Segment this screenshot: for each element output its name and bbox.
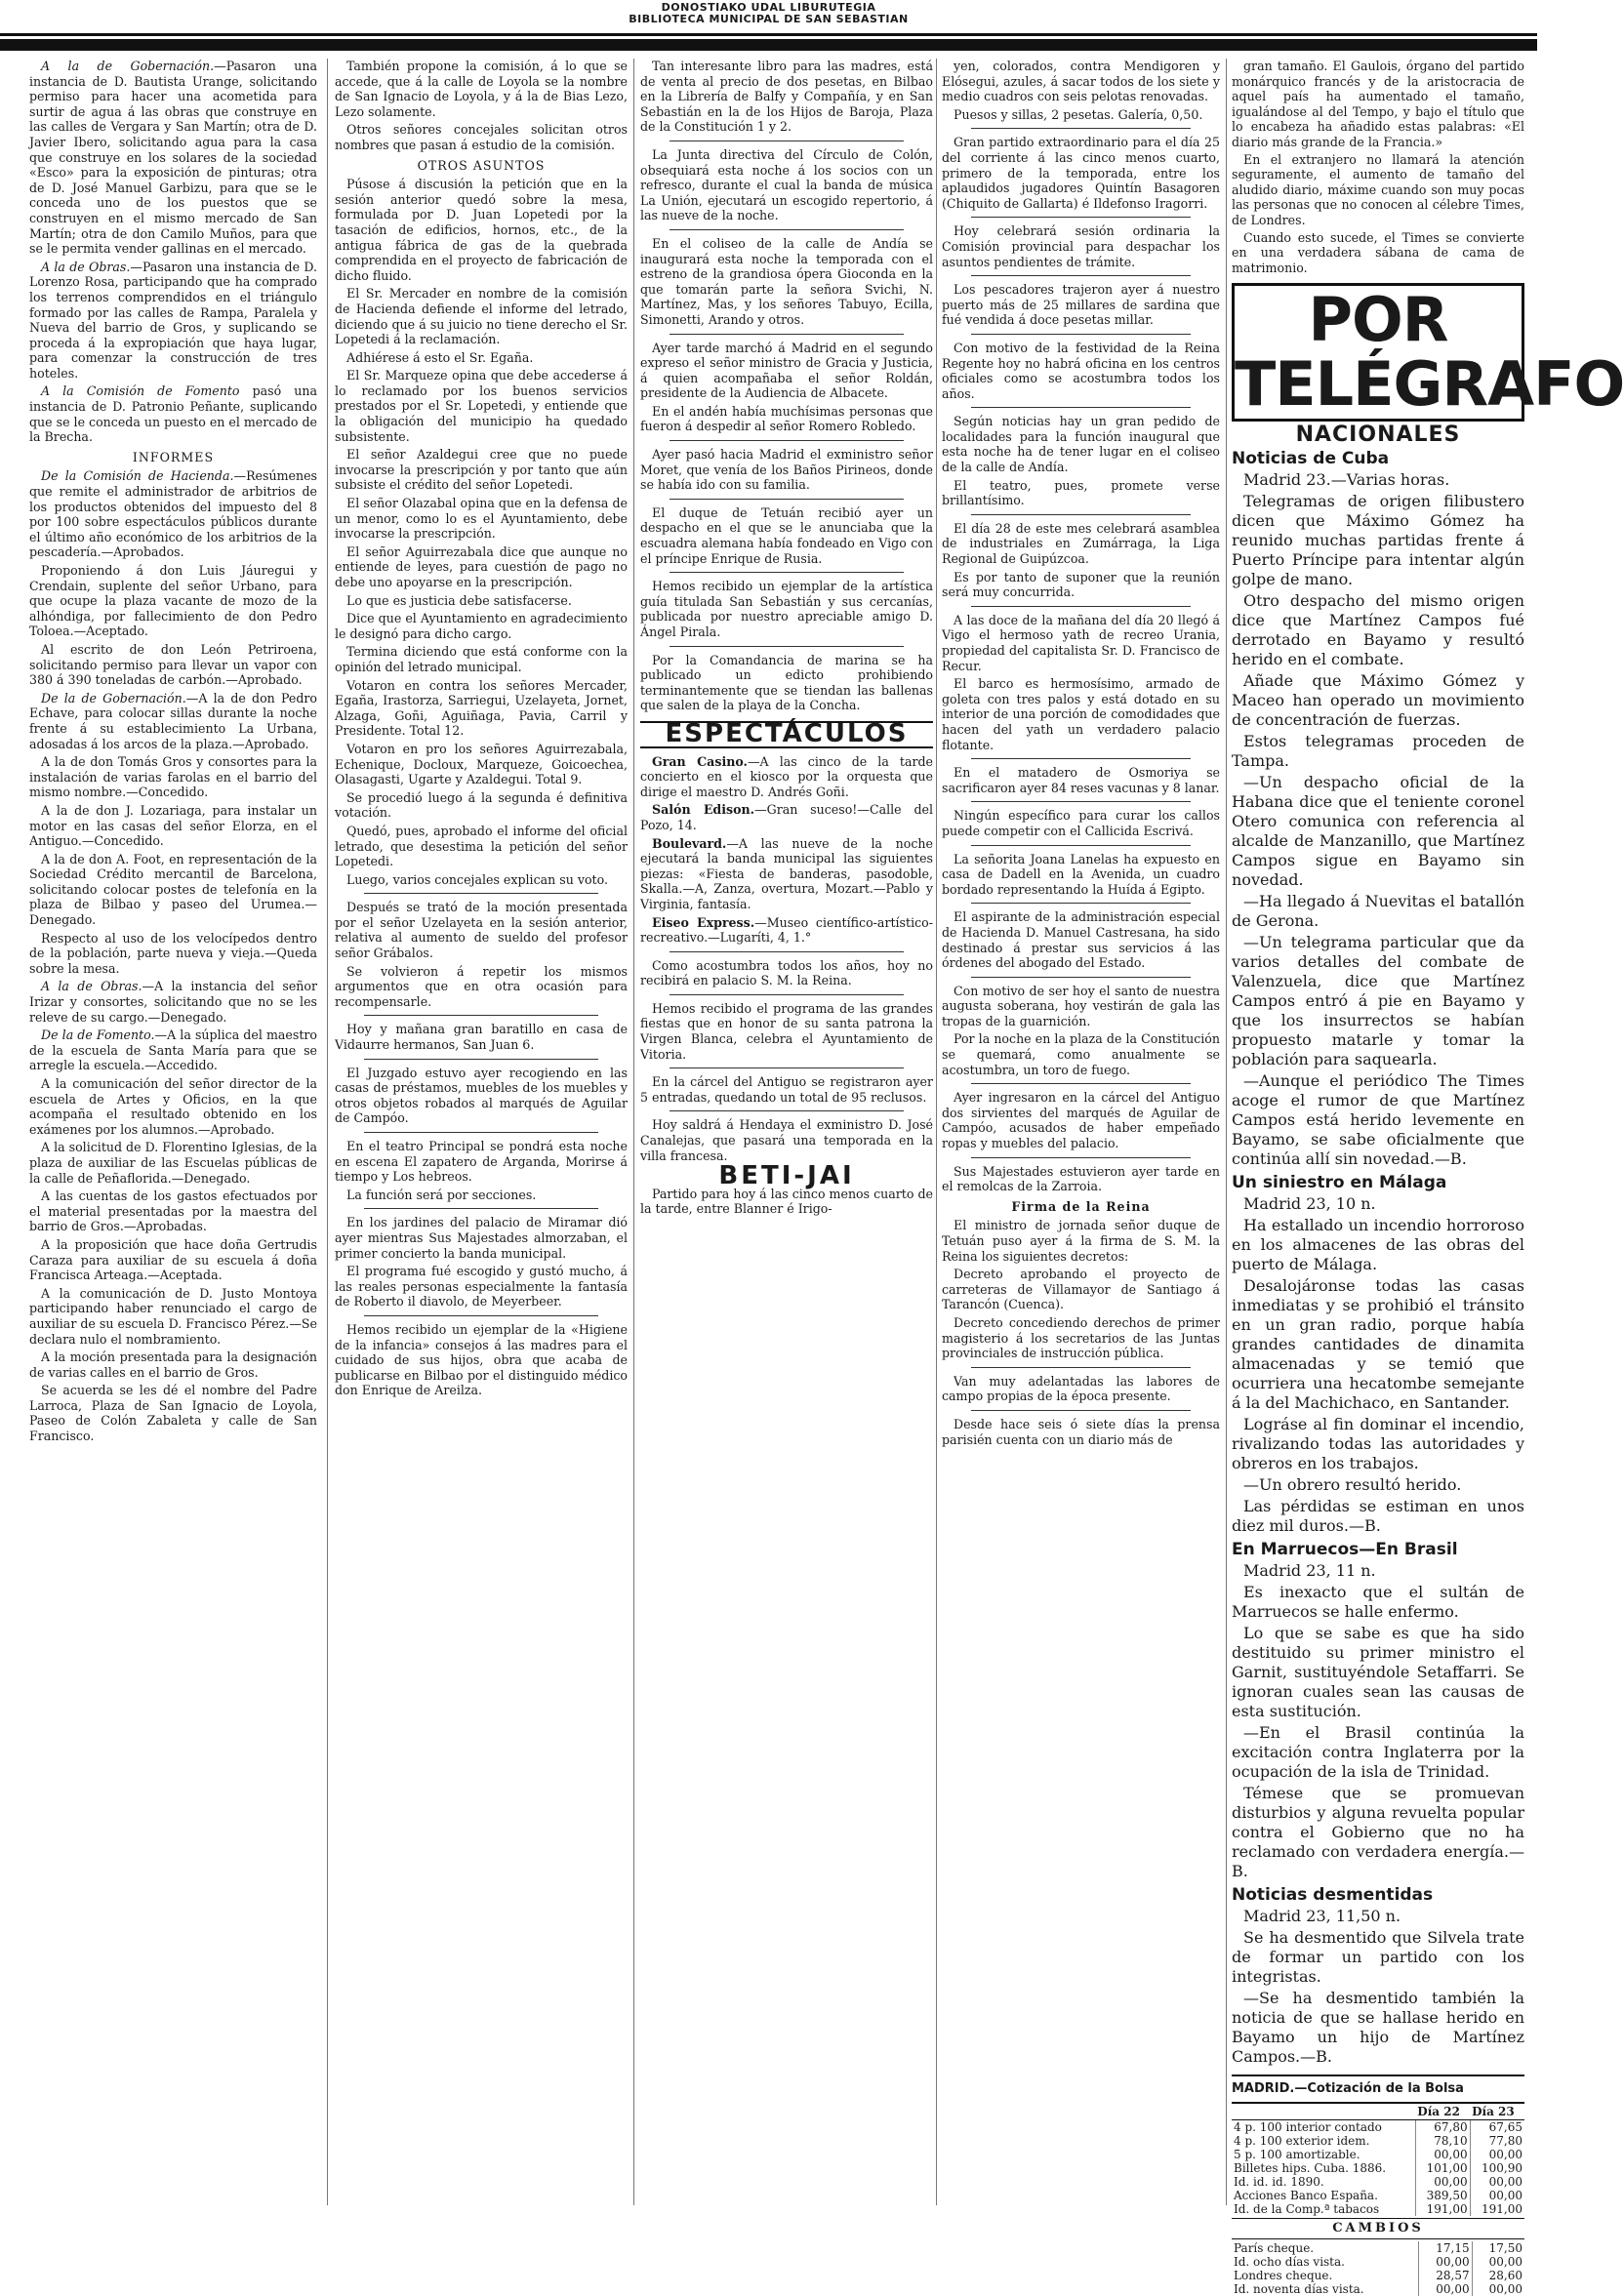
section-heading-informes: INFORMES xyxy=(132,449,215,464)
cambios-heading: CAMBIOS xyxy=(1232,2218,1524,2239)
cambios-table xyxy=(1232,2241,1524,2296)
column-2 xyxy=(335,59,628,2215)
paragraph: A la de don Tomás Gros y consortes para la instalación de varias farolas en el barrio del mismo nombre.—Concedido. xyxy=(29,754,317,800)
paragraph: Adhiérese á esto el Sr. Egaña. xyxy=(346,349,534,365)
table-cell: 00,00 xyxy=(1415,2175,1470,2189)
section-heading-otros-asuntos: OTROS ASUNTOS xyxy=(417,157,546,173)
paragraph: Se ha desmentido que Silvela trate de formar un partido con los integristas. xyxy=(1232,1928,1524,1987)
separator xyxy=(971,275,1191,276)
paragraph: Las pérdidas se estiman en unos diez mil duros.—B. xyxy=(1232,1497,1524,1536)
paragraph: El señor Olazabal opina que en la defensa de un menor, como lo es el Ayuntamiento, debe invocarse la prescripción. xyxy=(335,496,628,542)
paragraph: Hoy celebrará sesión ordinaria la Comisión provincial para despachar los asuntos pendientes de trámite. xyxy=(942,223,1220,269)
paragraph: Quedó, pues, aprobado el informe del oficial letrado, que desestima la petición del señor Lopetedi. xyxy=(335,823,628,869)
paragraph: En el extranjero no llamará la atención seguramente, el aumento de tamaño del aludido diario, máxime cuando son muy pocas las personas que no conocen al célebre Times, de Londres. xyxy=(1232,151,1524,227)
paragraph: A la moción presentada para la designación de varias calles en el barrio de Gros. xyxy=(29,1349,317,1380)
headline-malaga: Un siniestro en Málaga xyxy=(1232,1173,1447,1193)
paragraph: A la proposición que hace doña Gertrudis Caraza para auxiliar de su escuela á doña Francisca Arteaga.—Aceptada. xyxy=(29,1236,317,1283)
paragraph: Lo que se sabe es que ha sido destituido su primer ministro el Garnit, sustituyéndole Setaffarri. Se ignoran cuales sean las causas de esta sustitución. xyxy=(1232,1624,1524,1721)
paragraph: Hemos recibido un ejemplar de la «Higiene de la infancia» consejos á las madres para el cuidado de sus hijos, obra que acaba de publicarse en Bilbao por el distinguido médico don Enrique de Areilza. xyxy=(335,1321,628,1398)
paragraph: En el teatro Principal se pondrá esta noche en escena El zapatero de Arganda, Morirse á tiempo y Los hebreos. xyxy=(335,1139,628,1185)
table-cell: 00,00 xyxy=(1419,2282,1473,2296)
paragraph: Témese que se promuevan disturbios y alguna revuelta popular contra el Gobierno que no ha reclamado con verdadera energía.—B. xyxy=(1232,1784,1524,1881)
separator xyxy=(971,1157,1191,1158)
paragraph: En la cárcel del Antiguo se registraron ayer 5 entradas, quedando un total de 95 reclusos. xyxy=(640,1074,933,1105)
separator xyxy=(971,407,1191,408)
separator xyxy=(670,334,904,335)
paragraph: La señorita Joana Lanelas ha expuesto en casa de Dadell en la Avenida, un cuadro bordado representando la Huída á Egipto. xyxy=(942,851,1220,897)
table-cell: 100,90 xyxy=(1470,2161,1524,2175)
paragraph: —Un telegrama particular que da varios detalles del combate de Valenzuela, dice que Martínez Campos entró á pie en Bayamo y que los insurrectos se habían propuesto matarle y tomar la población para saquearla. xyxy=(1232,933,1524,1069)
table-cell: 00,00 xyxy=(1470,2189,1524,2202)
paragraph: El teatro, pues, promete verse brillantísimo. xyxy=(942,477,1220,508)
separator xyxy=(364,893,598,894)
paragraph: Los pescadores trajeron ayer á nuestro puerto más de 25 millares de sardina que fué vendida á doce pesetas millar. xyxy=(942,282,1220,328)
paragraph: Por la Comandancia de marina se ha publicado un edicto prohibiendo terminantemente que se tiendan las ballenas que salen de la playa de la Concha. xyxy=(640,652,933,713)
separator xyxy=(971,334,1191,335)
table-row xyxy=(1232,2241,1524,2255)
paragraph: Hoy y mañana gran baratillo en casa de Vidaurre hermanos, San Juan 6. xyxy=(335,1022,628,1053)
table-row xyxy=(1232,2148,1524,2161)
table-cell: Id. id. id. 1890. xyxy=(1234,2175,1324,2190)
table-row xyxy=(1232,2134,1524,2148)
stamp-line-1: DONOSTIAKO UDAL LIBURUTEGIA xyxy=(661,1,876,14)
paragraph: —En el Brasil continúa la excitación contra Inglaterra por la ocupación de la isla de Trinidad. xyxy=(1232,1723,1524,1782)
separator xyxy=(670,994,904,995)
separator xyxy=(670,499,904,500)
paragraph: —Ha llegado á Nuevitas el batallón de Gerona. xyxy=(1232,892,1524,931)
paragraph: Por la noche en la plaza de la Constitución se quemará, como anualmente se acostumbra, un toro de fuego. xyxy=(942,1031,1220,1077)
table-cell: 4 p. 100 interior contado xyxy=(1234,2120,1382,2135)
dateline: Madrid 23, 11 n. xyxy=(1243,1561,1376,1581)
paragraph: Cuando esto sucede, el Times se convierte en una verdadera sábana de cama de matrimonio. xyxy=(1232,229,1524,275)
paragraph: Se acuerda se les dé el nombre del Padre Larroca, Plaza de San Ignacio de Loyola, Paseo de Colón Zabaleta y calle de San Francisco. xyxy=(29,1383,317,1444)
paragraph: —Un despacho oficial de la Habana dice que el teniente coronel Otero comunica con referencia al alcalde de Manzanillo, que Martínez Campos sigue en Bayamo sin novedad. xyxy=(1232,773,1524,890)
column-5 xyxy=(1232,59,1624,2296)
paragraph: Es por tanto de suponer que la reunión será muy concurrida. xyxy=(942,569,1220,600)
paragraph: El duque de Tetuán recibió ayer un despacho en el que se le anunciaba que la escuadra alemana había fondeado en Vigo con el príncipe Enrique de Rusia. xyxy=(640,504,933,566)
bolsa-header-cell: Día 23 xyxy=(1470,2104,1524,2120)
table-cell: Acciones Banco España. xyxy=(1234,2189,1378,2203)
paragraph: Luego, varios concejales explican su voto. xyxy=(346,871,608,887)
table-cell: 28,60 xyxy=(1472,2269,1524,2282)
paragraph: A las cuentas de los gastos efectuados por el material presentadas por la maestra del barrio de Gros.—Aprobadas. xyxy=(29,1188,317,1234)
column-divider xyxy=(633,59,634,2205)
table-row xyxy=(1232,2189,1524,2202)
top-rule xyxy=(0,33,1537,36)
dateline: Madrid 23, 11,50 n. xyxy=(1243,1907,1401,1926)
table-cell: 00,00 xyxy=(1470,2175,1524,2189)
stamp-line-2: BIBLIOTECA MUNICIPAL DE SAN SEBASTIAN xyxy=(629,13,909,25)
separator xyxy=(971,758,1191,759)
paragraph: Hemos recibido el programa de las grandes fiestas que en honor de su santa patrona la Virgen Blanca, celebra el Ayuntamiento de Vitoria. xyxy=(640,1000,933,1062)
separator xyxy=(971,514,1191,515)
table-cell: 17,15 xyxy=(1419,2241,1473,2255)
paragraph: El día 28 de este mes celebrará asamblea de industriales en Zumárraga, la Liga Regional de Guipúzcoa. xyxy=(942,520,1220,567)
paragraph: Ayer ingresaron en la cárcel del Antiguo dos sirvientes del marqués de Aguilar de Campóo, acusados de haber empeñado ropas y muebles del palacio. xyxy=(942,1090,1220,1151)
table-cell: Id. ocho días vista. xyxy=(1234,2255,1345,2270)
paragraph: El señor Aguirrezabala dice que aunque no entiende de leyes, para cuestión de pago no debe uno apoyarse en la prescripción. xyxy=(335,544,628,589)
paragraph: A la de Obras.—A la instancia del señor Irizar y consortes, solicitando que no se les releve de su cargo.—Denegado. xyxy=(29,979,317,1025)
paragraph: De la de Gobernación.—A la de don Pedro Echave, para colocar sillas durante la noche frente á su establecimiento La Urbana, adosadas á los arcos de la plaza.—Aprobado. xyxy=(29,690,317,751)
separator xyxy=(971,801,1191,802)
table-cell: 00,00 xyxy=(1470,2148,1524,2161)
paragraph: Como acostumbra todos los años, hoy no recibirá en palacio S. M. la Reina. xyxy=(640,957,933,988)
listing-gran-casino: Gran Casino.—A las cinco de la tarde concierto en el kiosco por la orquesta que dirige el maestro D. Andrés Goñi. xyxy=(640,753,934,799)
espectaculos-heading: ESPECTÁCULOS xyxy=(640,721,933,748)
paragraph: Desalojáronse todas las casas inmediatas y se prohibió el tránsito en un gran radio, porque había grandes cantidades de dinamita almacenadas y se temió que ocurriera una hecatombe semejante á la del Machichaco, en Santander. xyxy=(1232,1276,1524,1413)
table-row xyxy=(1232,2175,1524,2189)
table-cell: 77,80 xyxy=(1470,2134,1524,2148)
paragraph: Otro despacho del mismo origen dice que Martínez Campos fué derrotado en Bayamo y resultó herido en el combate. xyxy=(1232,591,1524,669)
separator xyxy=(971,977,1191,978)
paragraph: A la Comisión de Fomento pasó una instancia de D. Patronio Peñante, suplicando que se le conceda un puesto en el mercado de la Brecha. xyxy=(29,383,318,445)
column-3 xyxy=(640,59,933,2215)
paragraph: El Sr. Mercader en nombre de la comisión de Hacienda defiende el informe del letrado, diciendo que á su juicio no tiene derecho el Sr. Lopetedi á la reclamación. xyxy=(335,286,628,347)
paragraph: A la de Obras.—Pasaron una instancia de D. Lorenzo Rosa, participando que ha comprado los terrenos comprendidos en el triángulo formado por las calles de Rampa, Paralela y Nueva del barrio de Gros, y suplicando se proceda á la expropiación que haya lugar, para comenzar la construcción de tres hoteles. xyxy=(29,259,317,381)
separator xyxy=(971,1083,1191,1084)
paragraph: Partido para hoy á las cinco menos cuarto de la tarde, entre Blanner é Irigo- xyxy=(640,1186,933,1217)
paragraph: Dice que el Ayuntamiento en agradecimiento le designó para dicho cargo. xyxy=(335,611,628,641)
paragraph: Ningún específico para curar los callos puede competir con el Callicida Escrivá. xyxy=(942,808,1220,838)
paragraph: A la de don J. Lozariaga, para instalar un motor en las casas del señor Elorza, en el Antiguo.—Concedido. xyxy=(29,802,317,849)
paragraph: Respecto al uso de los velocípedos dentro de la población, parte nueva y vieja.—Queda sobre la mesa. xyxy=(29,930,317,976)
library-stamp xyxy=(0,2,1537,25)
por-telegrafo-masthead: POR TELÉGRAFO xyxy=(1232,283,1524,422)
bolsa-header-cell xyxy=(1232,2104,1415,2120)
table-cell: 78,10 xyxy=(1415,2134,1470,2148)
paragraph: La Junta directiva del Círculo de Colón, obsequiará esta noche á los socios con un refresco, durante el cual la banda de música La Unión, ejecutará un escogido repertorio, á las nueve de la noche. xyxy=(640,146,933,223)
paragraph: Con motivo de ser hoy el santo de nuestra augusta soberana, hoy vestirán de gala las tropas de la guarnición. xyxy=(942,983,1220,1028)
paragraph: Hoy saldrá á Hendaya el exministro D. José Canalejas, que pasará una temporada en la villa francesa. xyxy=(640,1117,933,1163)
column-divider xyxy=(327,59,328,2205)
paragraph: Hemos recibido un ejemplar de la artística guía titulada San Sebastián y sus cercanías, publicada por nuestro apreciable amigo D. Ángel Pirala. xyxy=(640,579,933,639)
nacionales-heading: NACIONALES xyxy=(1295,423,1461,448)
paragraph: El señor Azaldegui cree que no puede invocarse la prescripción y por tanto que aún subsiste el crédito del señor Lopetedi. xyxy=(335,447,628,493)
paragraph: yen, colorados, contra Mendigoren y Elósegui, azules, á sacar todos de los siete y medio cuadros con seis pelotas renovadas. xyxy=(942,59,1220,104)
paragraph: Después se trató de la moción presentada por el señor Uzelayeta en la sesión anterior, relativa al aumento de sueldo del profesor señor Grábalos. xyxy=(335,900,628,961)
paragraph: Otros señores concejales solicitan otros nombres que pasan á estudio de la comisión. xyxy=(335,122,628,152)
paragraph: En el andén había muchísimas personas que fueron á despedir al señor Romero Robledo. xyxy=(640,403,933,434)
table-cell: 28,57 xyxy=(1419,2269,1473,2282)
paragraph: Van muy adelantadas las labores de campo propias de la época presente. xyxy=(942,1373,1220,1404)
table-row xyxy=(1232,2269,1524,2282)
separator xyxy=(971,217,1191,218)
paragraph: A la de don A. Foot, en representación de la Sociedad Crédito mercantil de Barcelona, solicitando colocar postes de telefonía en la plaza de Bilbao y paseo del Urumea.—Denegado. xyxy=(29,851,317,928)
table-cell: 67,80 xyxy=(1415,2120,1470,2135)
paragraph: Al escrito de don León Petriroena, solicitando permiso para llevar un vapor con 380 á 390 toneladas de carbón.—Aprobado. xyxy=(29,641,317,688)
paragraph: Termina diciendo que está conforme con la opinión del letrado municipal. xyxy=(335,644,628,674)
paragraph: Añade que Máximo Gómez y Maceo han operado un movimiento de concentración de fuerzas. xyxy=(1232,671,1524,730)
column-4 xyxy=(942,59,1220,2215)
bolsa-heading: MADRID.—Cotización de la Bolsa xyxy=(1232,2074,1524,2104)
table-cell: 00,00 xyxy=(1472,2282,1524,2296)
firma-de-la-reina-heading: Firma de la Reina xyxy=(1011,1198,1151,1214)
paragraph: Es inexacto que el sultán de Marruecos se halle enfermo. xyxy=(1232,1583,1524,1622)
paragraph: El programa fué escogido y gustó mucho, á las reales personas especialmente la fantasía de Roberto il diavolo, de Meyerbeer. xyxy=(335,1264,628,1309)
table-cell: Id. de la Comp.ª tabacos xyxy=(1234,2202,1380,2217)
separator xyxy=(364,1015,598,1016)
paragraph: El Sr. Marqueze opina que debe accederse á lo reclamado por los buenos servicios prestados por el Sr. Lopetedi, y entiende que la obligación del municipio ha quedado subsistente. xyxy=(335,368,628,444)
paragraph: Lográse al fin dominar el incendio, rivalizando todas las autoridades y obreros en los trabajos. xyxy=(1232,1415,1524,1473)
table-cell: 00,00 xyxy=(1415,2148,1470,2161)
column-divider xyxy=(1226,59,1227,2205)
paragraph: A la comunicación de D. Justo Montoya participando haber renunciado el cargo de auxiliar de su escuela D. Francisco Pérez.—Se declara nulo el nombramiento. xyxy=(29,1285,317,1347)
separator xyxy=(364,1208,598,1209)
separator xyxy=(670,951,904,952)
column-1 xyxy=(29,59,317,2215)
paragraph: Proponiendo á don Luis Jáuregui y Crendain, suplente del señor Urbano, para que ocupe la plaza vacante de mozo de la alhóndiga, por fallecimiento de don Pedro Toloea.—Aceptado. xyxy=(29,563,317,639)
paragraph: Decreto concediendo derechos de primer magisterio á los secretarios de las Juntas provinciales de instrucción pública. xyxy=(942,1314,1220,1361)
paragraph: Estos telegramas proceden de Tampa. xyxy=(1232,732,1524,771)
headline-marruecos-brasil: En Marruecos—En Brasil xyxy=(1232,1540,1458,1560)
top-heavy-rule xyxy=(0,39,1537,51)
table-cell: 5 p. 100 amortizable. xyxy=(1234,2148,1360,2162)
table-row xyxy=(1232,2161,1524,2175)
paragraph: Sus Majestades estuvieron ayer tarde en el remolcas de la Zarroia. xyxy=(942,1163,1220,1194)
paragraph: —Aunque el periódico The Times acoge el rumor de que Martínez Campos está herido levemente en Bayamo, se sabe oficialmente que continúa allí sin novedad.—B. xyxy=(1232,1071,1524,1169)
paragraph: A las doce de la mañana del día 20 llegó á Vigo el hermoso yath de recreo Urania, propiedad del capitalista Sr. D. Francisco de Recur. xyxy=(942,612,1220,673)
listing-boulevard: Boulevard.—A las nueve de la noche ejecutará la banda municipal las siguientes piezas: «Fiesta de banderas, pasodoble, Skalla.—A, Zanza, overtura, Mozart.—Pablo y Virginia, fantasía. xyxy=(640,835,933,911)
table-row xyxy=(1232,2282,1524,2296)
table-cell: París cheque. xyxy=(1234,2241,1315,2256)
paragraph: Votaron en pro los señores Aguirrezabala, Echenique, Docloux, Marqueze, Goicoechea, Olasagasti, Ugarte y Azaldegui. Total 9. xyxy=(335,741,628,787)
separator xyxy=(670,646,904,647)
table-row xyxy=(1232,2202,1524,2216)
paragraph: El Juzgado estuvo ayer recogiendo en las casas de préstamos, muebles de los muebles y otros objetos robados al marqués de Aguilar de Campóo. xyxy=(335,1065,628,1126)
paragraph: gran tamaño. El Gaulois, órgano del partido monárquico francés y de la aristocracia de aquel país ha aumentado el tamaño, igualándose al del Tempo, y bajo el título que lo encabeza ha añadido estas palabras: «El diario más grande de la Francia.» xyxy=(1232,59,1524,149)
headline-desmentidas: Noticias desmentidas xyxy=(1232,1885,1434,1906)
table-cell: 4 p. 100 exterior idem. xyxy=(1234,2134,1370,2149)
paragraph: En los jardines del palacio de Miramar dió ayer mientras Sus Majestades almorzaban, el primer concierto la banda municipal. xyxy=(335,1215,628,1261)
table-cell: 17,50 xyxy=(1472,2241,1524,2255)
column-divider xyxy=(936,59,937,2205)
separator xyxy=(971,903,1191,904)
paragraph: En el matadero de Osmoriya se sacrificaron ayer 84 reses vacunas y 8 lanar. xyxy=(942,765,1220,795)
separator xyxy=(971,606,1191,607)
separator xyxy=(670,572,904,573)
beti-jai-heading: BETI-JAI xyxy=(718,1161,855,1191)
paragraph: Púsose á discusión la petición que en la sesión anterior quedó sobre la mesa, formulada por D. Juan Lopetedi por la tasación de edificios, hornos, etc., de la antigua fábrica de gas de la quebrada comprendida en el proyecto de fabricación de dicho fluido. xyxy=(335,177,628,283)
paragraph: Lo que es justicia debe satisfacerse. xyxy=(346,592,572,608)
bolsa-table xyxy=(1232,2104,1524,2216)
paragraph: —Se ha desmentido también la noticia de que se hallase herido en Bayamo un hijo de Martínez Campos.—B. xyxy=(1232,1989,1524,2067)
paragraph: Según noticias hay un gran pedido de localidades para la función inaugural que esta noche ha de tener lugar en el coliseo de la calle de Andía. xyxy=(942,414,1220,475)
listing-eiseo-express: Eiseo Express.—Museo científico-artístico-recreativo.—Lugaríti, 4, 1.° xyxy=(640,914,933,946)
separator xyxy=(971,1367,1191,1368)
paragraph: Ayer tarde marchó á Madrid en el segundo expreso el señor ministro de Gracia y Justicia, á quien acompañaba el señor Roldán, presidente de la Audiencia de Albacete. xyxy=(640,340,933,401)
paragraph: —Un obrero resultó herido. xyxy=(1243,1475,1462,1495)
paragraph: El barco es hermosísimo, armado de goleta con tres palos y está dotado en su interior de una porción de comodidades que hacen del yath un verdadero palacio flotante. xyxy=(942,676,1220,752)
paragraph: La función será por secciones. xyxy=(346,1187,537,1202)
separator xyxy=(670,229,904,230)
bolsa-header-cell: Día 22 xyxy=(1415,2104,1470,2120)
paragraph: En el coliseo de la calle de Andía se inaugurará esta noche la temporada con el estreno de la grandiosa ópera Gioconda en la que tomarán parte la señora Svichi, N. Martínez, Mas, y los señores Tabuyo, Ecilla, Simonetti, Arando y otros. xyxy=(640,235,933,327)
table-cell: Id. noventa días vista. xyxy=(1234,2282,1364,2296)
paragraph: Telegramas de origen filibustero dicen que Máximo Gómez ha reunido muchas partidas frente á Puerto Príncipe para intentar algún golpe de mano. xyxy=(1232,492,1524,589)
headline-cuba: Noticias de Cuba xyxy=(1232,449,1390,469)
table-cell: 191,00 xyxy=(1470,2202,1524,2216)
paragraph: De la de Fomento.—A la súplica del maestro de la escuela de Santa María para que se arregle la escuela.—Accedido. xyxy=(29,1027,317,1073)
table-cell: 101,00 xyxy=(1415,2161,1470,2175)
separator xyxy=(364,1059,598,1060)
dateline: Madrid 23, 10 n. xyxy=(1243,1194,1376,1214)
table-cell: 67,65 xyxy=(1470,2120,1524,2135)
table-cell: Londres cheque. xyxy=(1234,2269,1333,2283)
paragraph: Con motivo de la festividad de la Reina Regente hoy no habrá oficina en los centros oficiales como se acostumbra todos los años. xyxy=(942,340,1220,401)
table-cell: 00,00 xyxy=(1472,2255,1524,2269)
table-row xyxy=(1232,2120,1524,2135)
table-row xyxy=(1232,2255,1524,2269)
paragraph: Tan interesante libro para las madres, está de venta al precio de dos pesetas, en Bilbao en la Librería de Balfy y Compañía, y en San Sebastián en la de los Hijos de Baroja, Plaza de la Constitución 1 y 2. xyxy=(640,59,933,135)
separator xyxy=(971,128,1191,129)
listing-salon-edison: Salón Edison.—Gran suceso!—Calle del Pozo, 14. xyxy=(640,802,933,832)
table-cell: 389,50 xyxy=(1415,2189,1470,2202)
paragraph: El ministro de jornada señor duque de Tetuán puso ayer á la firma de S. M. la Reina los siguientes decretos: xyxy=(942,1218,1220,1264)
table-cell: 191,00 xyxy=(1415,2202,1470,2216)
paragraph: A la comunicación del señor director de la escuela de Artes y Oficios, en la que acompaña el resultado obtenido en los exámenes por los alumnos.—Aprobado. xyxy=(29,1076,317,1137)
paragraph: A la solicitud de D. Florentino Iglesias, de la plaza de auxiliar de las Escuelas públicas de la calle de Peñaflorida.—Denegado. xyxy=(29,1140,317,1186)
dateline: Madrid 23.—Varias horas. xyxy=(1243,470,1450,490)
paragraph: El aspirante de la administración especial de Hacienda D. Manuel Castresana, ha sido destinado á prestar sus servicios á las órdenes del abogado del Estado. xyxy=(942,909,1220,971)
separator xyxy=(364,1315,598,1316)
paragraph: Ha estallado un incendio horroroso en los almacenes de las obras del puerto de Málaga. xyxy=(1232,1216,1524,1274)
separator xyxy=(971,1410,1191,1411)
paragraph: Decreto aprobando el proyecto de carreteras de Villamayor de Santiago á Tarancón (Cuenca). xyxy=(942,1267,1220,1312)
separator xyxy=(670,1067,904,1068)
paragraph: De la Comisión de Hacienda.—Resúmenes que remite el administrador de arbitrios de los productos obtenidos del impuesto del 8 por 100 sobre espectáculos públicos durante el último año económico de los arbitrios de la pescadería.—Aprobados. xyxy=(29,468,317,560)
separator xyxy=(670,1110,904,1111)
paragraph: Ayer pasó hacia Madrid el exministro señor Moret, que venía de los Baños Pirineos, donde se había ido con su familia. xyxy=(640,447,933,493)
paragraph: Puesos y sillas, 2 pesetas. Galería, 0,50. xyxy=(954,106,1203,122)
separator xyxy=(670,440,904,441)
paragraph: A la de Gobernación.—Pasaron una instancia de D. Bautista Urange, solicitando permiso para hacer una acometida para surtir de agua á las obras que construye en las calles de Vergara y San Martín; otra de D. Javier Ibero, solicitando agua para la casa que construye en los solares de la sociedad «Esco» para la exposición de pinturas; otra de D. José Manuel Garbizu, para que se le conceda uno de los puestos que se construyen en el mismo mercado de San Martín; otra de don Camilo Muños, para que se le permita vender gallinas en el mercado. xyxy=(29,59,317,257)
paragraph: Se procedió luego á la segunda é definitiva votación. xyxy=(335,789,628,821)
separator xyxy=(971,845,1191,846)
bolsa-header-row xyxy=(1232,2104,1524,2120)
paragraph: Se volvieron á repetir los mismos argumentos que en otra ocasión para recompensarle. xyxy=(335,963,628,1009)
paragraph: Desde hace seis ó siete días la prensa parisién cuenta con un diario más de xyxy=(942,1416,1220,1447)
paragraph: Votaron en contra los señores Mercader, Egaña, Irastorza, Sarriegui, Uzelayeta, Jornet, Alzaga, Goñi, Aguiñaga, Pavia, Carril y Presidente. Total 12. xyxy=(335,677,628,739)
separator xyxy=(364,1132,598,1133)
table-cell: Billetes hips. Cuba. 1886. xyxy=(1234,2161,1387,2176)
paragraph: También propone la comisión, á lo que se accede, que á la calle de Loyola se la nombre de San Ignacio de Loyola, y á la de Bias Lezo, Lezo solamente. xyxy=(335,59,628,119)
paragraph: Gran partido extraordinario para el día 25 del corriente á las cinco menos cuarto, primero de la temporada, entre los aplaudidos jugadores Quintín Basagoren (Chiquito de Gallarta) é Ildefonso Iragorri. xyxy=(942,135,1220,211)
table-cell: 00,00 xyxy=(1419,2255,1473,2269)
